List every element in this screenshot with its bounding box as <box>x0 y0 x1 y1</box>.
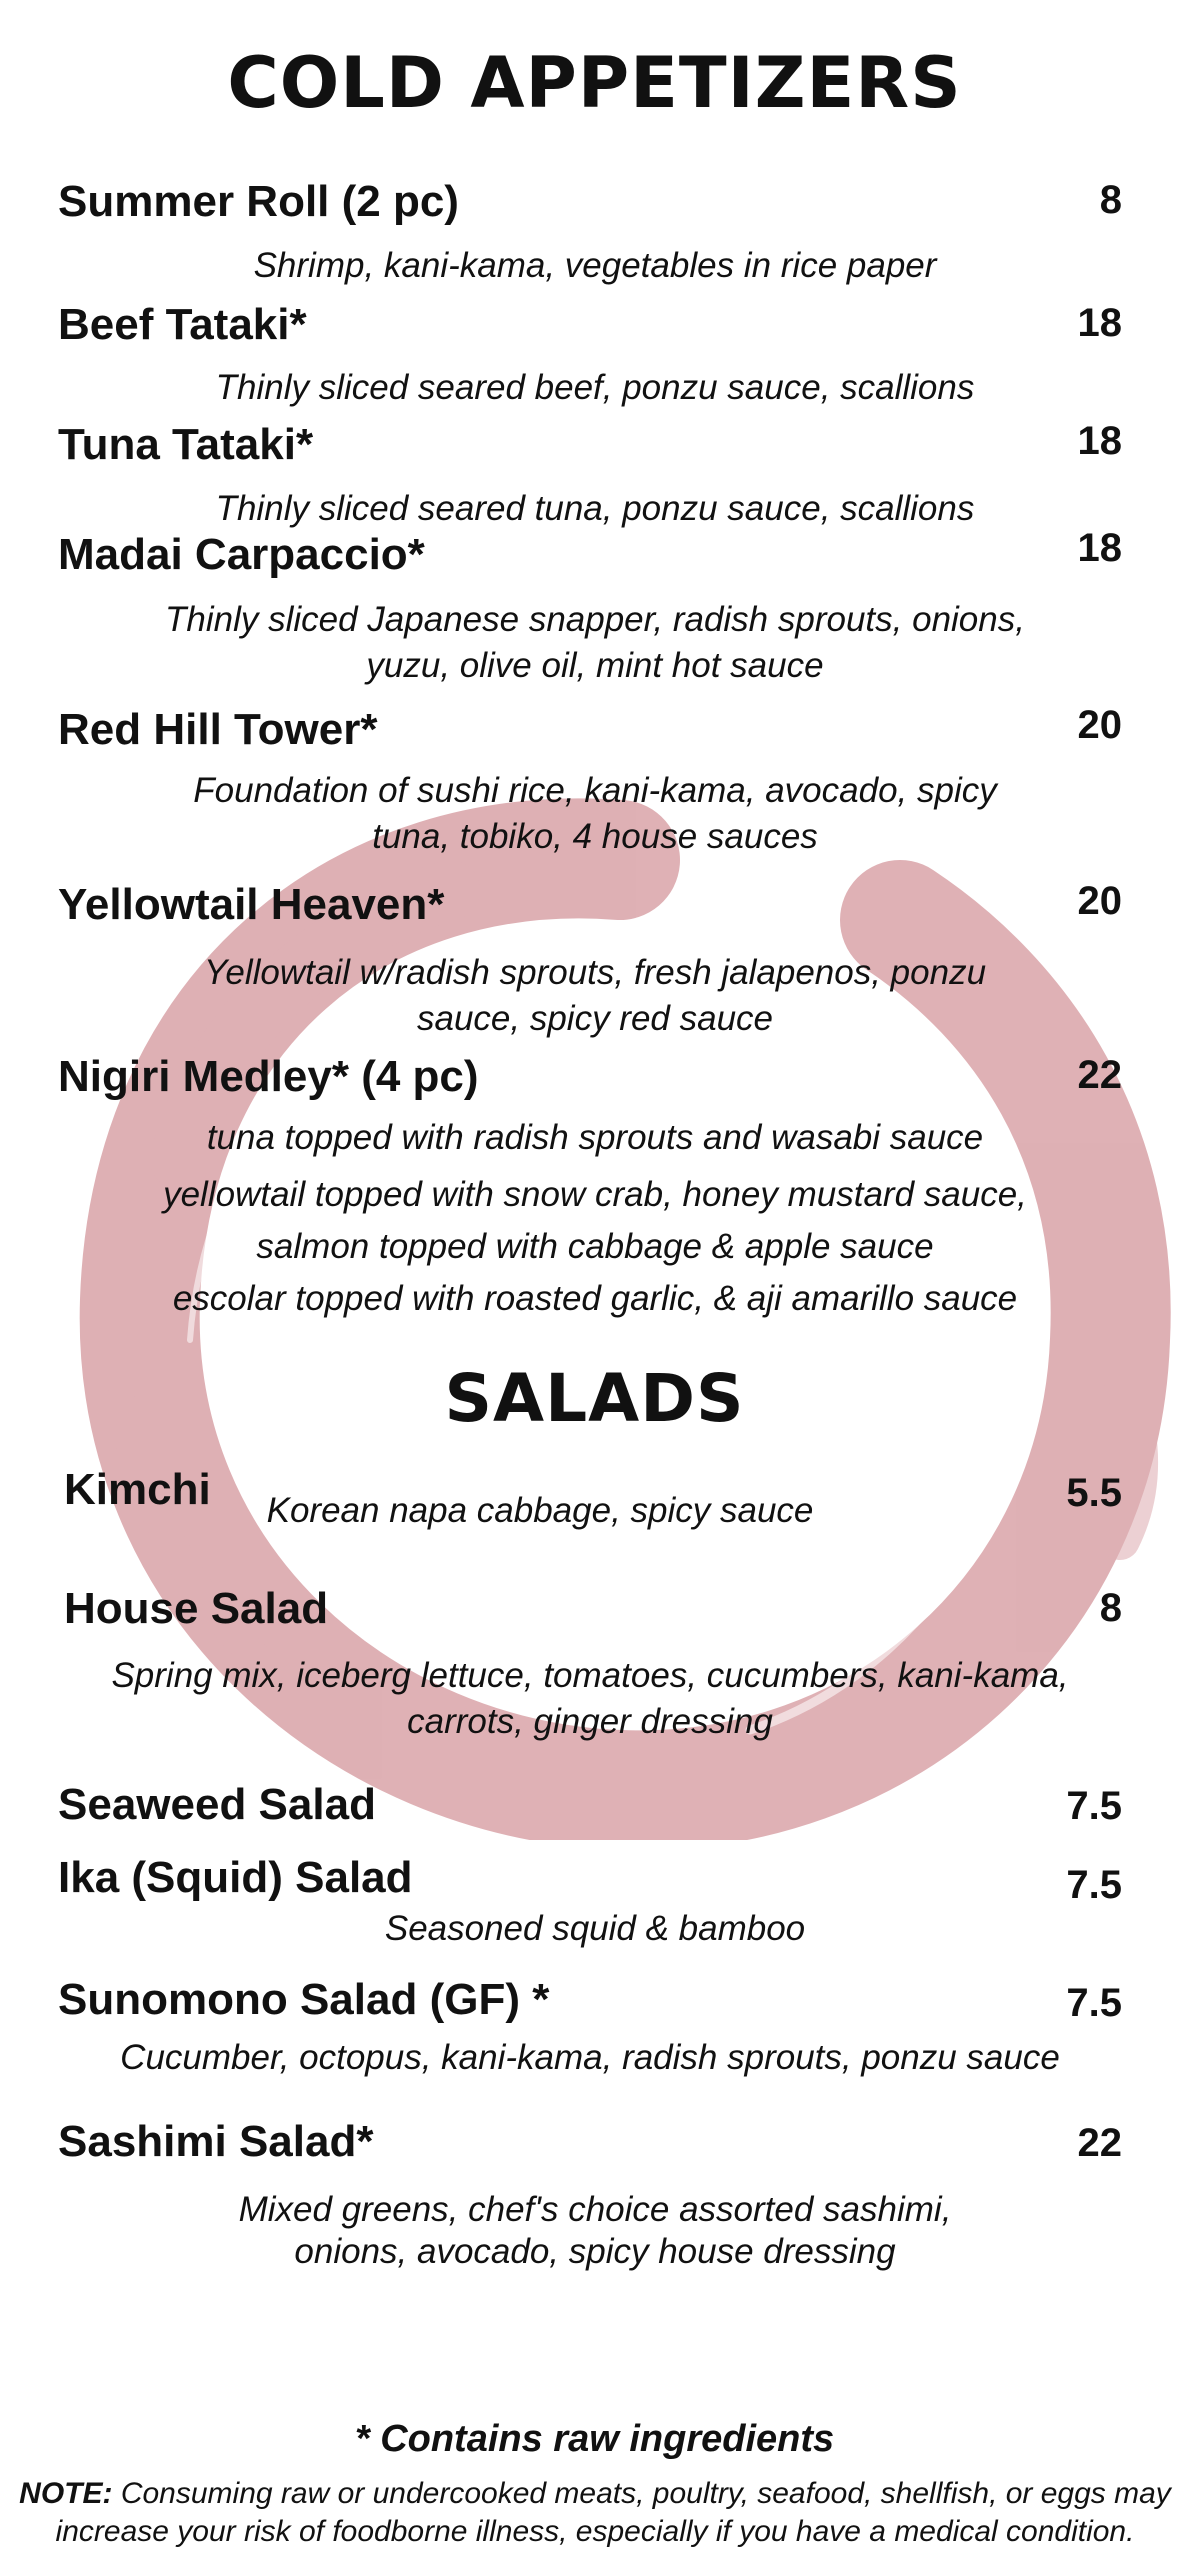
menu-item-price: 20 <box>1077 879 1122 923</box>
menu-item-name: Kimchi <box>64 1465 211 1514</box>
menu-item-price: 22 <box>1077 1053 1122 1097</box>
menu-item-name: House Salad <box>64 1584 329 1633</box>
menu-item-description: Spring mix, iceberg lettuce, tomatoes, cucumbers, kani-kama, <box>111 1656 1069 1695</box>
menu-item-description: Seasoned squid & bamboo <box>384 1909 806 1948</box>
menu-item-price: 5.5 <box>1066 1471 1122 1515</box>
menu-item-description: Mixed greens, chef's choice assorted sashimi, <box>238 2190 952 2229</box>
menu-item-description: Cucumber, octopus, kani-kama, radish sprouts, ponzu sauce <box>120 2038 1060 2077</box>
section-title-cold-appetizers: COLD APPETIZERS <box>227 42 962 124</box>
menu-item-price: 18 <box>1077 526 1122 570</box>
menu-item-description: Thinly sliced Japanese snapper, radish sprouts, onions, <box>165 600 1025 639</box>
menu-item-price: 7.5 <box>1066 1863 1122 1907</box>
menu-item-price: 20 <box>1077 703 1122 747</box>
menu-item-description: yuzu, olive oil, mint hot sauce <box>366 646 824 685</box>
menu-item-price: 7.5 <box>1066 1981 1122 2025</box>
section-title-salads: SALADS <box>444 1360 745 1437</box>
menu-item-price: 7.5 <box>1066 1784 1122 1828</box>
menu-item-description: Thinly sliced seared beef, ponzu sauce, scallions <box>215 368 975 407</box>
menu-item-description: Foundation of sushi rice, kani-kama, avocado, spicy <box>193 771 997 810</box>
menu-item-description: Thinly sliced seared tuna, ponzu sauce, scallions <box>215 489 975 528</box>
menu-item-description: yellowtail topped with snow crab, honey mustard sauce, <box>163 1175 1027 1214</box>
menu-item-description: tuna, tobiko, 4 house sauces <box>372 817 818 856</box>
menu-item-price: 8 <box>1099 1586 1122 1630</box>
menu-item-name: Tuna Tataki* <box>58 420 314 469</box>
menu-item-name: Summer Roll (2 pc) <box>58 177 459 226</box>
raw-ingredients-footnote: * Contains raw ingredients <box>354 2418 835 2460</box>
menu-item-description: onions, avocado, spicy house dressing <box>294 2232 896 2271</box>
menu-item-price: 8 <box>1099 178 1122 222</box>
menu-item-name: Red Hill Tower* <box>58 705 378 754</box>
menu-item-name: Seaweed Salad <box>58 1780 376 1829</box>
health-advisory-note <box>10 2475 1180 2551</box>
note-text-line-1: Consuming raw or undercooked meats, poultry, seafood, shellfish, or eggs may <box>112 2477 1171 2510</box>
menu-item-description: carrots, ginger dressing <box>407 1702 773 1741</box>
menu-item-name: Beef Tataki* <box>58 300 307 349</box>
menu-item-name: Sunomono Salad (GF) * <box>58 1975 550 2024</box>
menu-item-description: tuna topped with radish sprouts and wasabi sauce <box>206 1118 984 1157</box>
menu-item-name: Ika (Squid) Salad <box>58 1853 413 1902</box>
menu-item-description: Yellowtail w/radish sprouts, fresh jalapenos, ponzu <box>203 953 987 992</box>
menu-item-name: Madai Carpaccio* <box>58 530 425 579</box>
menu-item-description: escolar topped with roasted garlic, & aji amarillo sauce <box>172 1279 1018 1318</box>
menu-item-name: Sashimi Salad* <box>58 2117 374 2166</box>
menu-item-description: Korean napa cabbage, spicy sauce <box>266 1491 814 1530</box>
menu-item-price: 22 <box>1077 2121 1122 2165</box>
note-label: NOTE: <box>19 2477 113 2510</box>
menu-item-description: Shrimp, kani-kama, vegetables in rice paper <box>253 246 937 285</box>
note-text-line-2: increase your risk of foodborne illness, especially if you have a medical condition. <box>55 2515 1135 2548</box>
menu-item-description: sauce, spicy red sauce <box>416 999 773 1038</box>
menu-item-description: salmon topped with cabbage & apple sauce <box>256 1227 934 1266</box>
menu-item-price: 18 <box>1077 301 1122 345</box>
menu-item-name: Yellowtail Heaven* <box>58 880 445 929</box>
menu-item-price: 18 <box>1077 419 1122 463</box>
menu-item-name: Nigiri Medley* (4 pc) <box>58 1052 479 1101</box>
